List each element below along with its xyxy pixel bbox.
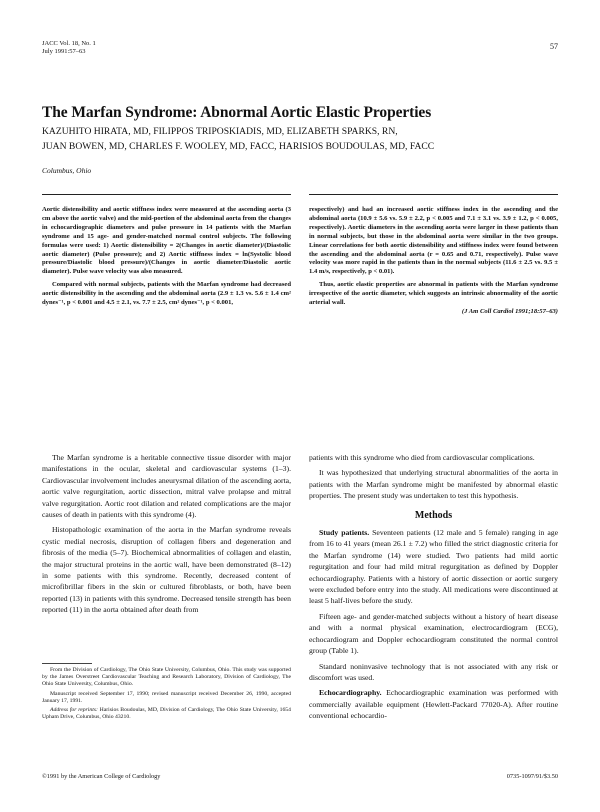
abstract-paragraph: Compared with normal subjects, patients with the Marfan syndrome had decreased aortic distensibility in the ascending and the abdominal aorta (2.9 ± 1.3 vs. 5.6 ± 1.4 cm² dynes⁻¹, p < 0.001 and 4.5 ± 2.1, vs. 7.7 ± 2.5, cm² dynes⁻¹, p < 0.001, <box>42 281 291 307</box>
paragraph-text: Echocardiographic examination was performed with commercially available equipment (Hewlett-Packard 77020-A). After routine conventional echocardio- <box>309 688 558 721</box>
body-left-column <box>42 452 291 620</box>
abstract-paragraph: Thus, aortic elastic properties are abnormal in patients with the Marfan syndrome irrespective of the aortic diameter, which suggests an intrinsic abnormality of the aortic arterial wall. <box>309 281 558 307</box>
running-header <box>42 40 96 56</box>
body-paragraph: Fifteen age- and gender-matched subjects without a history of heart disease and with a normal physical examination, electrocardiogram (ECG), echocardiogram and Doppler echocardiogram constituted the normal control group (Table 1). <box>309 611 558 656</box>
body-right-column <box>309 452 558 726</box>
abstract-right-column <box>309 206 558 317</box>
footnote-reprints <box>42 707 291 721</box>
authors-line-2: JUAN BOWEN, MD, CHARLES F. WOOLEY, MD, FACC, HARISIOS BOUDOULAS, MD, FACC <box>42 141 435 152</box>
section-heading-methods: Methods <box>414 509 453 521</box>
body-paragraph: It was hypothesized that underlying structural abnormalities of the aorta in patients with the Marfan syndrome might be manifested by abnormal elastic properties. The present study was undertaken to test this hypothesis. <box>309 468 558 501</box>
journal-line-2: July 1991:57–63 <box>42 48 86 55</box>
footnotes <box>42 667 291 723</box>
abstract-paragraph: respectively) and had an increased aortic stiffness index in the ascending and the abdominal aorta (10.9 ± 5.6 vs. 5.9 ± 2.2, p < 0.005 and 7.1 ± 3.1 vs. 3.9 ± 1.2, p < 0.005, respectively). Aortic diameters in the ascending aorta were larger in these patients than in normal subjects, but those in the abdominal aorta were similar in the two groups. Linear correlations for both aortic distensibility and stiffness index were found between the ascending and the abdominal aorta (r = 0.65 and 0.71, respectively). Pulse wave velocity was more rapid in the patients than in the normal subjects (11.6 ± 2.5 vs. 9.5 ± 1.4 m/s, respectively, p < 0.01). <box>309 206 558 276</box>
reprints-label: Address for reprints: <box>50 707 98 714</box>
abstract-rule-right <box>309 194 558 195</box>
body-paragraph: Histopathologic examination of the aorta in the Marfan syndrome reveals cystic medial necrosis, disruption of collagen fibers and degeneration and fibrosis of the media (5–7). Biochemical abnormalities of collagen and elastin, the major structural proteins in the aortic wall, have been demonstrated (8–12) in some patients with this syndrome. Recently, decreased content of microfibrillar fibers in the skin or cultured fibroblasts, or both, have been reported (13) in patients with this syndrome. Decreased tensile strength has been reported (11) in the aorta obtained after death from <box>42 525 291 615</box>
copyright: ©1991 by the American College of Cardiology <box>42 773 161 780</box>
author-list <box>42 124 434 154</box>
body-paragraph: The Marfan syndrome is a heritable connective tissue disorder with major manifestations in the ocular, skeletal and cardiovascular systems (1–3). Cardiovascular involvement includes aneurysmal dilation of the ascending aorta, aortic valve regurgitation, aortic dissection, mitral valve prolapse and mitral valve regurgitation. Aortic root dilation and related complications are the major causes of death in patients with this syndrome (4). <box>42 453 291 520</box>
abstract-paragraph: Aortic distensibility and aortic stiffness index were measured at the ascending aorta (3 cm above the aortic valve) and the mid-portion of the abdominal aorta from the changes in echocardiographic diameters and pulse pressure in 14 patients with the Marfan syndrome and 15 age- and gender-matched normal control subjects. The following formulas were used: 1) Aortic distensibility = 2(Changes in aortic diameter)/(Diastolic aortic diameter) (Pulse pressure); and 2) Aortic stiffness index = ln(Systolic blood pressure/Diastolic blood pressure)/(Changes in aortic diameter/Diastolic aortic diameter). Pulse wave velocity was also measured. <box>42 206 291 276</box>
body-paragraph: Standard noninvasive technology that is not associated with any risk or discomfort was used. <box>309 661 558 682</box>
paragraph-text: Seventeen patients (12 male and 5 female) ranging in age from 16 to 41 years (mean 26.1 ± 7.2) who filled the strict diagnostic criteria for the Marfan syndrome (14) were studied. Two patients had mild aortic regurgitation and four had mild mitral regurgitation as defined by Doppler echocardiography. Patients with a history of aortic dissection or aortic surgery were excluded before entry into the study. All medications were discontinued at least 5 half-lives before the study. <box>309 528 559 606</box>
body-paragraph: patients with this syndrome who died from cardiovascular complications. <box>309 453 535 462</box>
footnote-manuscript: Manuscript received September 17, 1990; revised manuscript received December 26, 1990, accepted January 17, 1991. <box>42 690 291 704</box>
issn-code: 0735-1097/91/$3.50 <box>506 773 558 780</box>
footnote-rule <box>42 663 92 664</box>
runin-heading: Study patients. <box>319 528 370 538</box>
author-location: Columbus, Ohio <box>42 166 92 175</box>
citation: (J Am Coll Cardiol 1991;18:57–63) <box>461 307 558 315</box>
reprints-address: Harisios Boudoulas, MD, Division of Cardiology, The Ohio State University, 1654 Upham Drive, Columbus, Ohio 43210. <box>42 707 291 721</box>
body-paragraph <box>309 687 558 721</box>
abstract-left-column <box>42 206 291 308</box>
article-title: The Marfan Syndrome: Abnormal Aortic Elastic Properties <box>42 104 432 121</box>
abstract-rule-left <box>42 194 291 195</box>
journal-line-1: JACC Vol. 18, No. 1 <box>42 40 96 47</box>
body-paragraph <box>309 527 558 607</box>
footnote-affiliation: From the Division of Cardiology, The Ohio State University, Columbus, Ohio. This study was supported by the James Overstreet Cardiovascular Teaching and Research Laboratory, Division of Cardiology, The Ohio State University, Columbus, Ohio. <box>42 667 291 688</box>
page-number: 57 <box>550 42 558 51</box>
authors-line-1: KAZUHITO HIRATA, MD, FILIPPOS TRIPOSKIADIS, MD, ELIZABETH SPARKS, RN, <box>42 126 398 137</box>
runin-heading: Echocardiography. <box>319 688 382 698</box>
